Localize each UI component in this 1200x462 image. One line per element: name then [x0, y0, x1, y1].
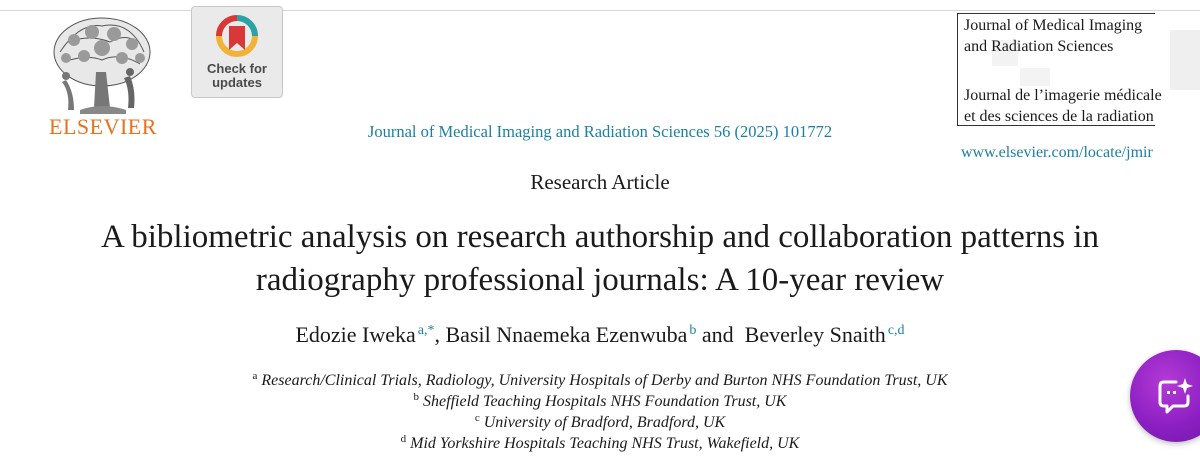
journal-name-fr-line1: Journal de l’imagerie médicale: [964, 87, 1162, 104]
article-title-line1: A bibliometric analysis on research authorship and collaboration patterns in: [101, 219, 1099, 255]
affiliation-label: d: [400, 433, 407, 445]
article-title: [30, 216, 1170, 302]
affiliation-item: [100, 433, 1100, 453]
elsevier-wordmark: ELSEVIER: [49, 114, 157, 139]
journal-citation[interactable]: Journal of Medical Imaging and Radiation Sciences 56 (2025) 101772: [367, 122, 833, 141]
author-affiliation-marker[interactable]: a,*: [417, 323, 435, 338]
journal-box-left-rule: [957, 13, 958, 125]
journal-url-link[interactable]: www.elsevier.com/locate/jmir: [961, 144, 1153, 161]
top-divider: [0, 10, 1200, 11]
journal-name-english: [964, 15, 1164, 57]
journal-cover-fragment: [1170, 30, 1200, 90]
affiliation-item: [100, 370, 1100, 390]
author-name[interactable]: Beverley Snaith: [744, 322, 886, 347]
author-affiliation-marker[interactable]: c,d: [887, 323, 905, 338]
affiliation-label: c: [474, 412, 480, 424]
affiliation-text: Sheffield Teaching Hospitals NHS Foundation Trust, UK: [423, 393, 787, 410]
author-name[interactable]: Basil Nnaemeka Ezenwuba: [445, 322, 688, 347]
journal-name-fr-line2: et des sciences de la radiation: [964, 108, 1154, 125]
author-separator: and: [701, 322, 734, 347]
journal-name-en-line2: and Radiation Sciences: [964, 38, 1114, 55]
affiliation-text: Mid Yorkshire Hospitals Teaching NHS Trust, Wakefield, UK: [410, 435, 800, 452]
article-type: Research Article: [530, 170, 670, 194]
author-name[interactable]: Edozie Iweka: [295, 322, 416, 347]
affiliation-label: b: [413, 391, 420, 403]
author-separator: ,: [434, 322, 440, 347]
author-list: [100, 322, 1100, 348]
article-title-line2: radiography professional journals: A 10-year review: [255, 262, 945, 298]
check-for-updates-line1: Check for: [207, 61, 267, 76]
journal-name-en-line1: Journal of Medical Imaging: [964, 17, 1143, 34]
journal-cover-fragment: [1020, 68, 1050, 86]
affiliation-label: a: [252, 370, 258, 382]
affiliation-text: University of Bradford, Bradford, UK: [483, 414, 726, 431]
author-affiliation-marker[interactable]: b: [689, 323, 697, 338]
check-for-updates-icon: [213, 12, 261, 60]
affiliation-item: [100, 391, 1100, 411]
journal-name-french: [964, 85, 1164, 127]
chat-sparkle-icon: [1154, 376, 1194, 416]
check-for-updates-line2: updates: [212, 75, 262, 90]
affiliation-text: Research/Clinical Trials, Radiology, University Hospitals of Derby and Burton NHS Foundation Trust, UK: [261, 372, 948, 389]
check-for-updates-label: [191, 62, 283, 90]
journal-box-top-rule: [957, 13, 1155, 14]
affiliation-item: [100, 412, 1100, 432]
